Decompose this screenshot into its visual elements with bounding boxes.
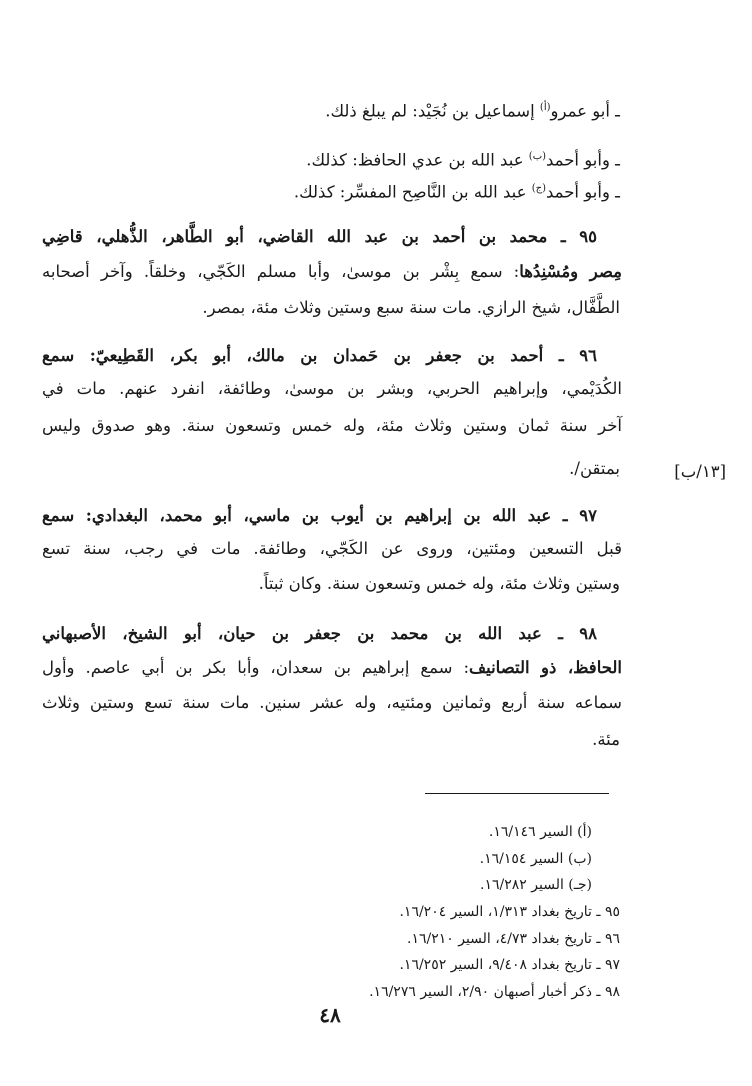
footnote-a: (أ) السير ١٦/١٤٦. — [488, 824, 592, 840]
footnote-separator — [425, 793, 609, 794]
footnote-b: (ب) السير ١٦/١٥٤. — [479, 851, 592, 867]
footnote-97: ٩٧ ـ تاريخ بغداد ٩/٤٠٨، السير ١٦/٢٥٢. — [399, 957, 620, 973]
footnote-98: ٩٨ ـ ذكر أخبار أصبهان ٢/٩٠، السير ١٦/٢٧٦. — [369, 984, 620, 1000]
entry-95-head: ٩٥ ـ محمد بن أحمد بن عبد الله القاضي، أبو الطَّاهر، الذُّهلي، قاضِي — [42, 227, 597, 246]
entry-97-line3: وستين وثلاث مئة، وله خمس وتسعون سنة. وكان ثبتاً. — [258, 574, 620, 593]
intro-line-2: ـ وأبو أحمد$^{(ب)}$ عبد الله بن عدي الحافظ: كذلك. — [306, 150, 620, 170]
entry-98-head: ٩٨ ـ عبد الله بن محمد بن جعفر بن حيان، أبو الشيخ، الأصبهاني — [42, 624, 597, 643]
footnote-95: ٩٥ ـ تاريخ بغداد ١/٣١٣، السير ١٦/٢٠٤. — [399, 904, 620, 920]
entry-98-line3: سماعه سنة أربع وثمانين ومئتيه، وله عشر سنين. مات سنة تسع وستين وثلاث — [42, 693, 622, 712]
entry-95-line2: مِصر ومُسْنِدُها: سمع بِشْر بن موسىٰ، وأبا مسلم الكَجّي، وخلقاً. وآخر أصحابه — [42, 262, 623, 281]
entry-96-line4: بمتقن/. — [569, 459, 620, 478]
entry-95-line3: الطَّفَّال، شيخ الرازي. مات سنة سبع وستين وثلاث مئة، بمصر. — [202, 298, 620, 317]
entry-96-line2: الكُدَيْمي، وإبراهيم الحربي، وبشر بن موسىٰ، وطائفة، انفرد عنهم. مات في — [42, 379, 622, 398]
intro-line-3: ـ وأبو أحمد$^{(ج)}$ عبد الله بن النَّاصِح المفسِّر: كذلك. — [293, 182, 620, 202]
page-number: ٤٨ — [319, 1003, 341, 1027]
entry-96-head: ٩٦ ـ أحمد بن جعفر بن حَمدان بن مالك، أبو بكر، القَطِيعيّ: سمع — [42, 346, 597, 365]
footnote-c: (جـ) السير ١٦/٢٨٢. — [480, 877, 592, 893]
footnote-96: ٩٦ ـ تاريخ بغداد ٤/٧٣، السير ١٦/٢١٠. — [406, 931, 620, 947]
entry-98-line4: مئة. — [592, 730, 620, 749]
intro-line-1: ـ أبو عمرو$^{(أ)}$ إسماعيل بن نُجَيْد: لم يبلغ ذلك. — [325, 101, 620, 121]
entry-98-line2: الحافظ، ذو التصانيف: سمع إبراهيم بن سعدان، وأبا بكر بن أبي عاصم. وأول — [42, 658, 622, 677]
entry-97-line2: قبل التسعين ومئتين، وروى عن الكَجّي، وطائفة. مات في رجب، سنة تسع — [42, 539, 622, 558]
entry-96-line3: آخر سنة ثمان وستين وثلاث مئة، وله خمس وتسعون سنة. وهو صدوق وليس — [42, 416, 622, 435]
entry-97-head: ٩٧ ـ عبد الله بن إبراهيم بن أيوب بن ماسي، أبو محمد، البغدادي: سمع — [42, 506, 597, 525]
manuscript-folio-marker: [١٣/ب] — [674, 462, 726, 481]
